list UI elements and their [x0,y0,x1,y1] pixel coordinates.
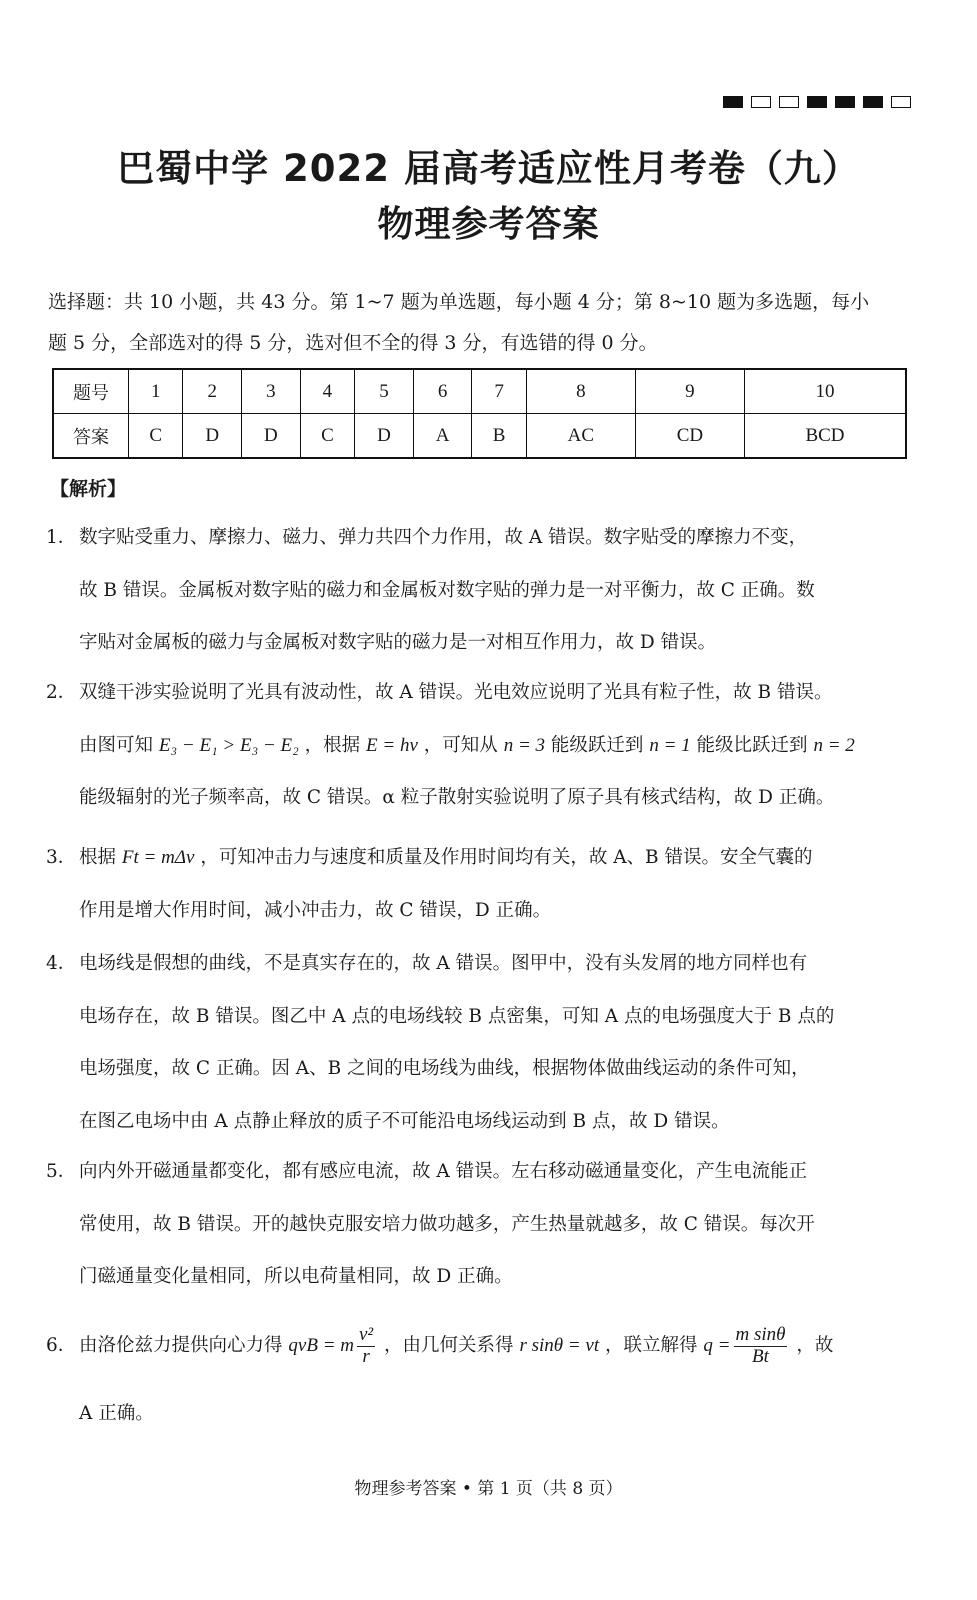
item-line [46,1308,914,1384]
item-line: 字贴对金属板的磁力与金属板对数字贴的磁力是一对相互作用力，故 D 错误。 [79,632,717,653]
table-cell: D [355,414,414,459]
item-line: 门磁通量变化量相同，所以电荷量相同，故 D 正确。 [79,1266,513,1287]
item-line [46,832,914,885]
mark-square-filled [835,96,855,108]
table-row-numbers [53,369,906,414]
mark-square-filled [807,96,827,108]
text-run: 能级比跃迁到 [696,734,808,756]
formula-level: n = 3 [503,734,546,756]
item-number: 3． [46,847,77,868]
item-number: 5． [46,1161,77,1182]
table-cell: A [413,414,472,459]
text-run: ，故 [796,1335,834,1356]
table-cell: 10 [744,369,906,414]
formula-result-left: q = [703,1335,731,1356]
formula-lorentz-left: qvB = m [288,1335,354,1356]
item-line: 电场强度，故 C 正确。因 A、B 之间的电场线为曲线，根据物体做曲线运动的条件可知， [79,1058,810,1079]
text-run: ，由几何关系得 [384,1335,514,1356]
intro-line: 选择题：共 10 小题，共 43 分。第 1~7 题为单选题，每小题 4 分；第 8~10 题为多选题，每小 [48,291,870,313]
fraction-numerator: v² [359,1323,374,1345]
item-line: 向内外开磁通量都变化，都有感应电流，故 A 错误。左右移动磁通量变化，产生电流能正 [79,1161,808,1182]
text-run: 由洛伦兹力提供向心力得 [79,1335,283,1356]
formula-geometry: r sinθ = vt [519,1335,600,1356]
table-cell: AC [526,414,635,459]
row-header: 题号 [53,369,129,414]
fraction-denominator: r [362,1345,370,1367]
item-line: 电场存在，故 B 错误。图乙中 A 点的电场线较 B 点密集，可知 A 点的电场强度大于 B 点的 [79,1005,835,1027]
mark-square-filled [723,96,743,108]
formula-impulse: Ft = mΔv [121,847,195,868]
text-run: ，联立解得 [605,1335,698,1356]
table-cell: CD [635,414,744,459]
text-run: 能级跃迁到 [550,734,644,756]
item-line: 数字贴受重力、摩擦力、磁力、弹力共四个力作用，故 A 错误。数字贴受的摩擦力不变， [79,527,808,548]
item-number: 1． [46,527,77,548]
explanation-item-2 [46,667,914,825]
item-line: 能级辐射的光子频率高，故 C 错误。α 粒子散射实验说明了原子具有核式结构，故 D 正确。 [79,787,835,808]
explanation-item-1 [46,512,914,670]
table-cell: 5 [355,369,414,414]
table-cell: 1 [129,369,183,414]
table-cell: BCD [744,414,906,459]
text-run: 由图可知 [79,734,154,756]
page-subtitle: 物理参考答案 [377,204,600,245]
table-cell: 4 [300,369,354,414]
answer-table [52,368,907,459]
table-cell: 2 [183,369,242,414]
formula-energy-difference: E₃ − E₁ > E₃ − E₂ [158,734,299,756]
page-footer: 物理参考答案 • 第 1 页（共 8 页） [354,1479,623,1499]
text-run: ，根据 [304,734,361,756]
mark-square-filled [863,96,883,108]
item-line: 在图乙电场中由 A 点静止释放的质子不可能沿电场线运动到 B 点，故 D 错误。 [79,1110,730,1132]
explanation-item-3 [46,832,914,937]
table-cell: 3 [242,369,301,414]
item-number: 6． [46,1335,77,1356]
mark-square-empty [751,96,771,108]
fraction-numerator: m sinθ [735,1323,786,1345]
item-line: 常使用，故 B 错误。开的越快克服安培力做功越多，产生热量就越多，故 C 错误。每次开 [79,1213,815,1235]
item-line: 双缝干涉实验说明了光具有波动性，故 A 错误。光电效应说明了光具有粒子性，故 B 错误。 [79,682,833,703]
item-line: 作用是增大作用时间，减小冲击力，故 C 错误，D 正确。 [79,899,552,921]
formula-photon-energy: E = hν [366,734,418,756]
top-marks [723,96,911,108]
fraction-denominator: Bt [752,1345,769,1367]
formula-fraction [357,1325,375,1368]
page-title: 巴蜀中学 2022 届高考适应性月考卷（九） [117,147,860,190]
table-cell: D [183,414,242,459]
table-cell: 9 [635,369,744,414]
table-cell: 6 [413,369,472,414]
formula-level: n = 1 [649,734,691,756]
item-line: 电场线是假想的曲线，不是真实存在的，故 A 错误。图甲中，没有头发屑的地方同样也有 [79,953,808,974]
table-cell: B [472,414,526,459]
table-cell: 7 [472,369,526,414]
table-cell: C [300,414,354,459]
mark-square-empty [779,96,799,108]
intro-paragraph [48,282,916,364]
formula-level: n = 2 [813,734,855,756]
table-cell: 8 [526,369,635,414]
text-run: ，可知冲击力与速度和质量及作用时间均有关，故 A、B 错误。安全气囊的 [200,847,813,868]
intro-line: 题 5 分，全部选对的得 5 分，选对但不全的得 3 分，有选错的得 0 分。 [48,332,658,354]
table-cell: C [129,414,183,459]
explanation-item-6 [46,1308,914,1444]
table-cell: D [242,414,301,459]
mark-square-empty [891,96,911,108]
item-number: 4． [46,953,77,974]
item-line [46,720,914,773]
item-line: 故 B 错误。金属板对数字贴的磁力和金属板对数字贴的弹力是一对平衡力，故 C 正确。数 [79,579,815,601]
item-line: A 正确。 [79,1403,154,1424]
formula-fraction [734,1325,788,1368]
row-header: 答案 [53,414,129,459]
explanation-item-4 [46,938,914,1148]
text-run: 根据 [79,847,117,868]
item-number: 2． [46,682,77,703]
explanation-item-5 [46,1146,914,1304]
table-row-answers [53,414,906,459]
section-heading: 【解析】 [50,478,127,500]
text-run: ，可知从 [423,734,498,756]
